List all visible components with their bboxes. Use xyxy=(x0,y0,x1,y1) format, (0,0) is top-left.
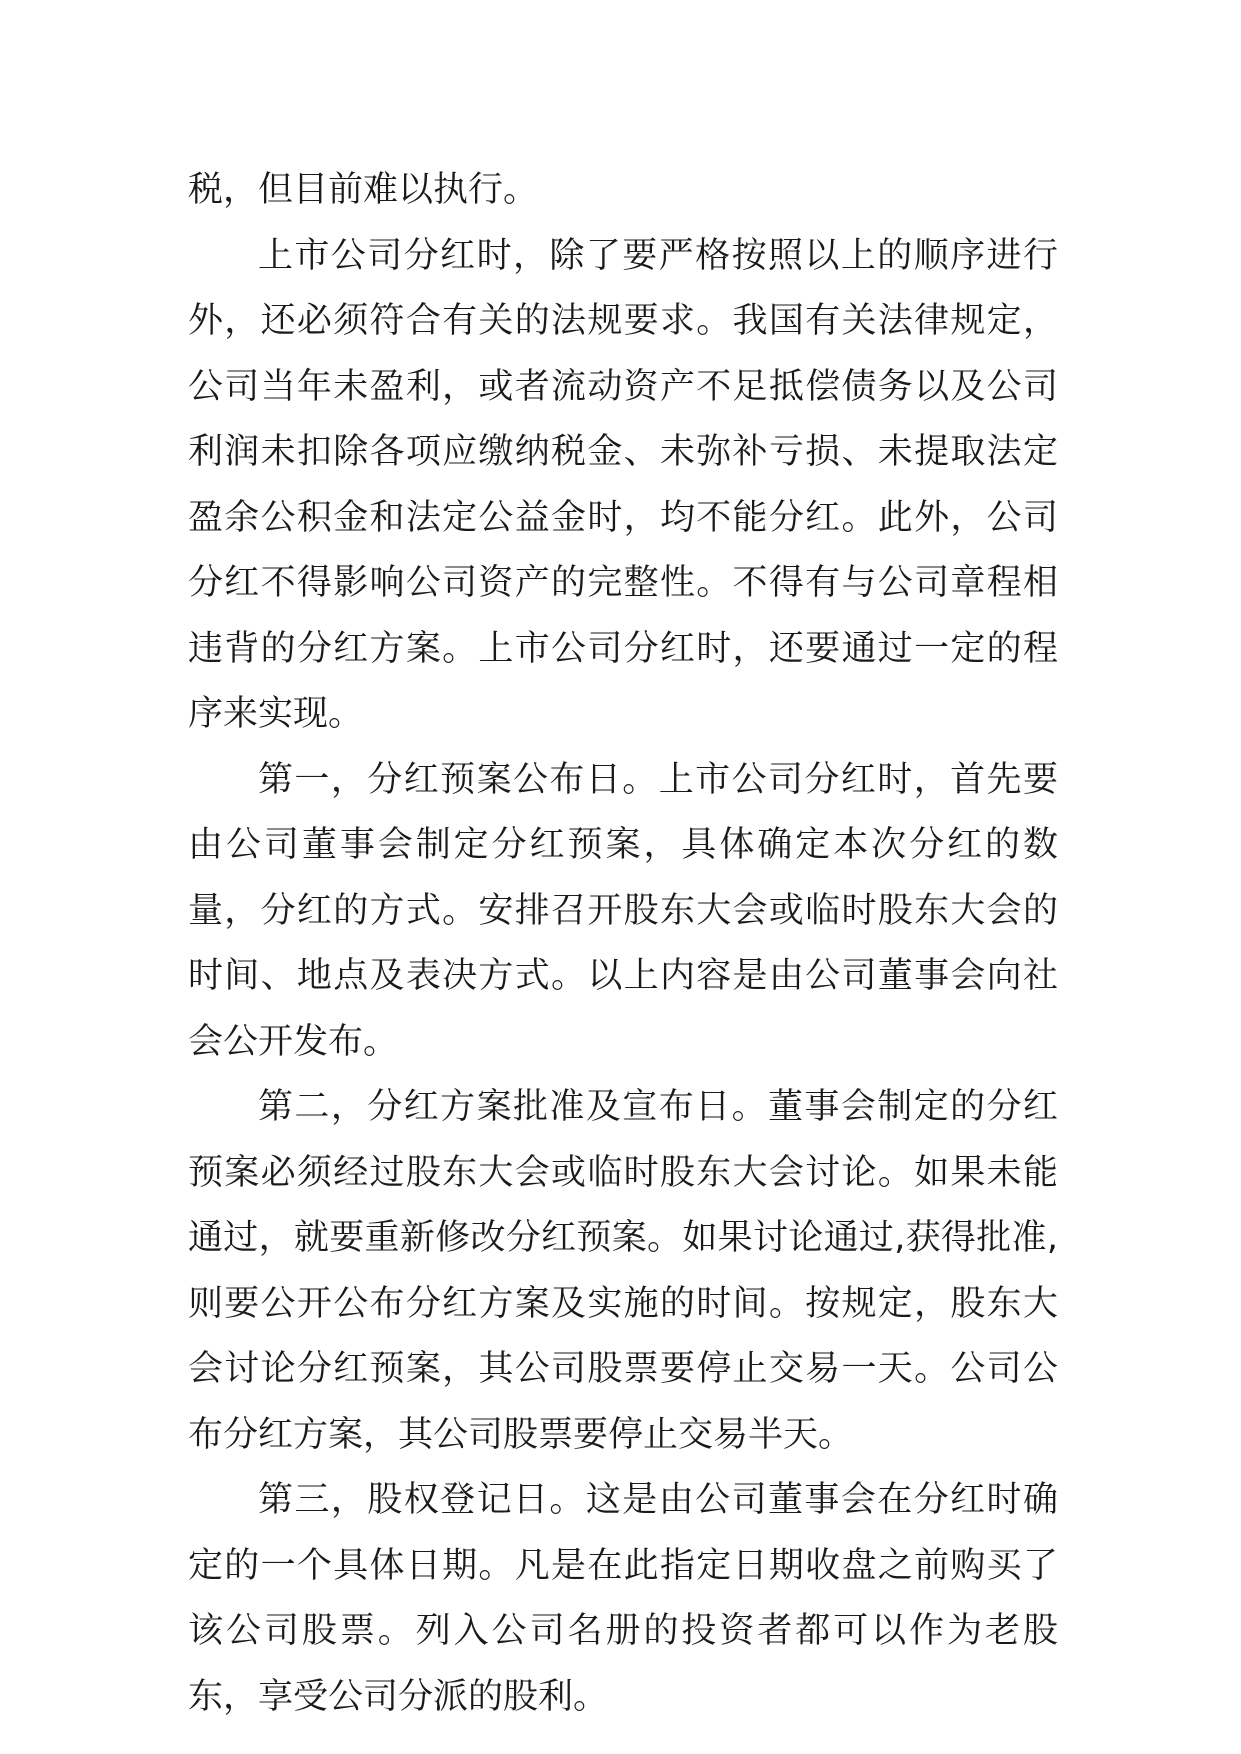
paragraph-step-two-approval: 第二，分红方案批准及宣布日。董事会制定的分红预案必须经过股东大会或临时股东大会讨论。如果未能通过，就要重新修改分红预案。如果讨论通过,获得批准,则要公开公布分红方案及实施的时间。按规定，股东大会讨论分红预案，其公司股票要停止交易一天。公司公布分红方案，其公司股票要停止交易半天。 xyxy=(188,1087,1058,1455)
document-page xyxy=(188,158,1058,1730)
paragraph-step-one-announcement: 第一，分红预案公布日。上市公司分红时，首先要由公司董事会制定分红预案，具体确定本次分红的数量，分红的方式。安排召开股东大会或临时股东大会的时间、地点及表决方式。以上内容是由公司董事会向社会公开发布。 xyxy=(188,759,1058,1062)
paragraph-step-three-record-date: 第三，股权登记日。这是由公司董事会在分红时确定的一个具体日期。凡是在此指定日期收盘之前购买了该公司股票。列入公司名册的投资者都可以作为老股东，享受公司分派的股利。 xyxy=(188,1480,1058,1717)
paragraph-continuation: 税，但目前难以执行。 xyxy=(188,170,539,210)
paragraph-dividend-regulations: 上市公司分红时，除了要严格按照以上的顺序进行外，还必须符合有关的法规要求。我国有关法律规定，公司当年未盈利，或者流动资产不足抵偿债务以及公司利润未扣除各项应缴纳税金、未弥补亏损、未提取法定盈余公积金和法定公益金时，均不能分红。此外，公司分红不得影响公司资产的完整性。不得有与公司章程相违背的分红方案。上市公司分红时，还要通过一定的程序来实现。 xyxy=(188,235,1058,734)
